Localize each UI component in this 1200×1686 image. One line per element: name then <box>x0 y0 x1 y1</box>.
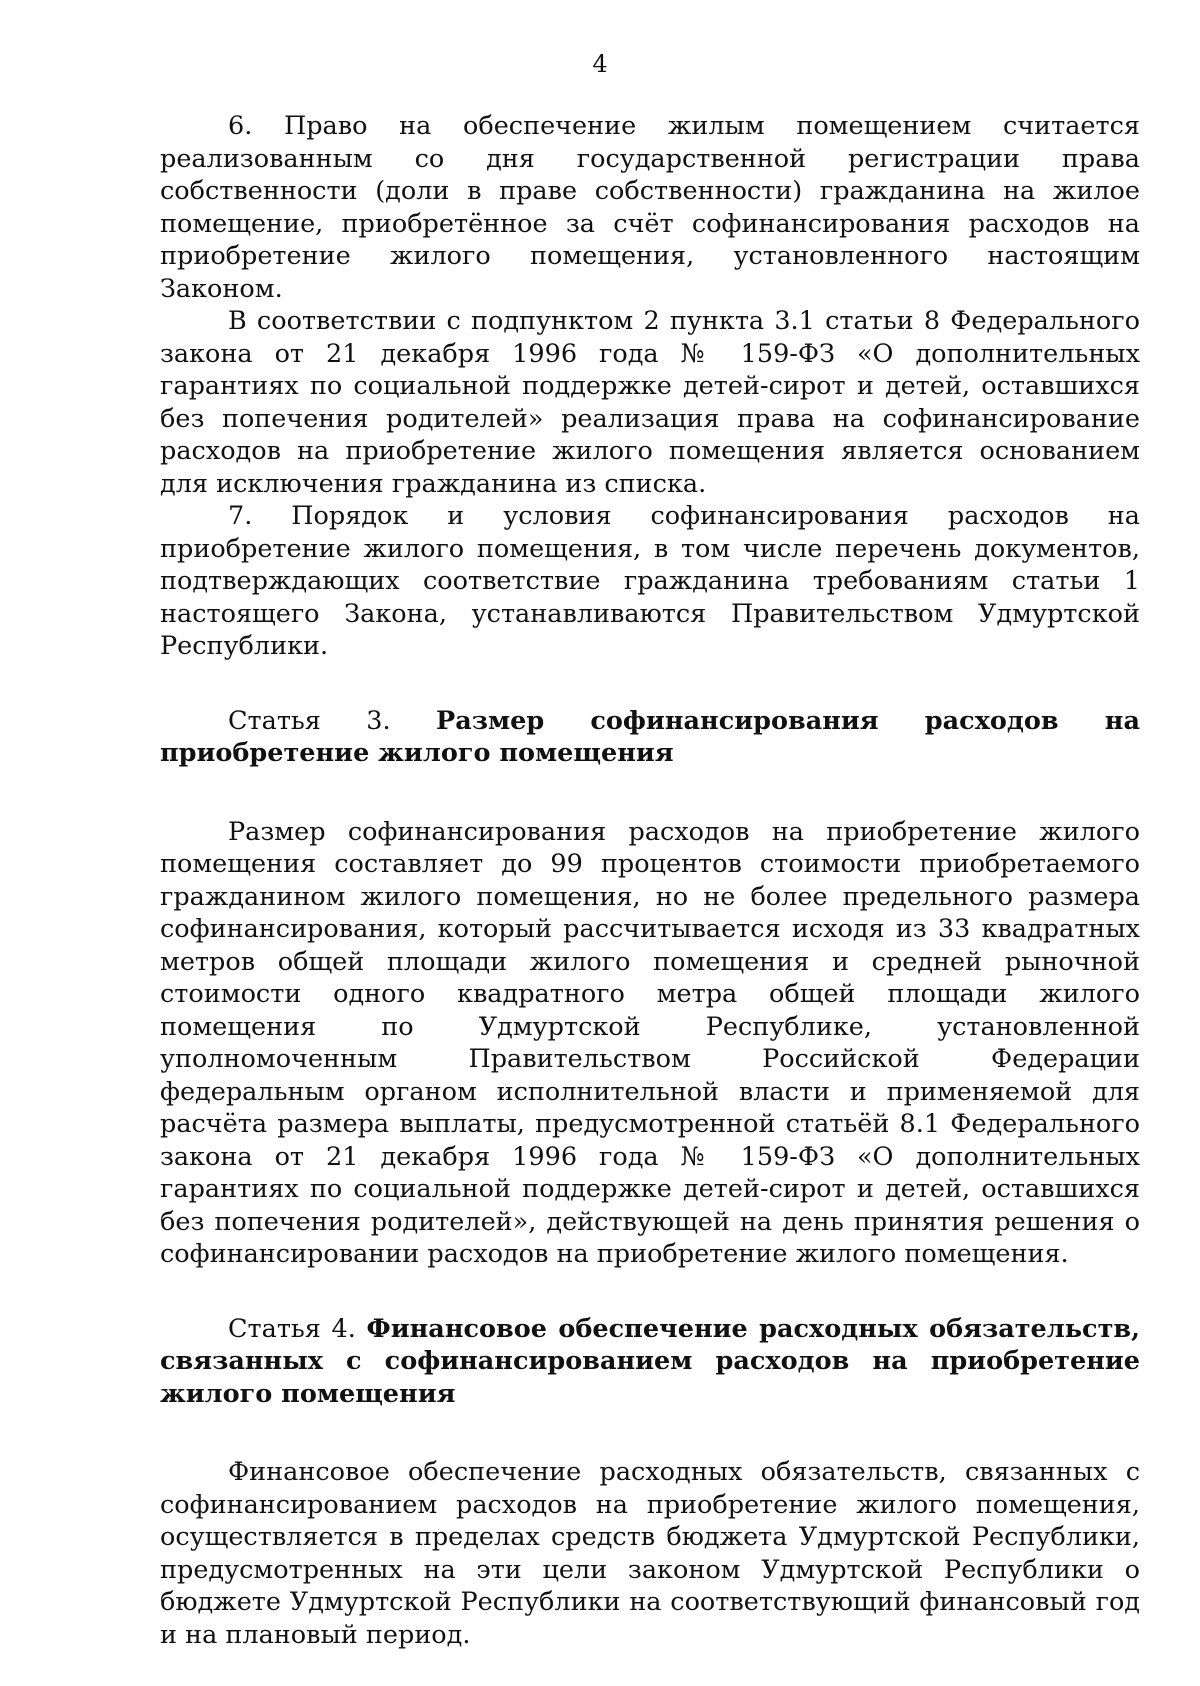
article-3-number: Статья 3. <box>228 705 437 736</box>
paragraph-federal-law-reference: В соответствии с подпунктом 2 пункта 3.1 статьи 8 Федерального закона от 21 декабря 1996 года № 159-ФЗ «О дополнительных гарантиях по социальной поддержке детей-сирот и детей, оставшихся без попечения родителей» реализация права на софинансирование расходов на приобретение жилого помещения является основанием для исключения гражданина из списка. <box>160 306 1140 499</box>
article-4-text: Финансовое обеспечение расходных обязательств, связанных с софинансированием расходов на приобретение жилого помещения, осуществляется в пределах средств бюджета Удмуртской Республики, предусмотренных на эти цели законом Удмуртской Республики о бюджете Удмуртской Республики на соответствующий финансовый год и на плановый период. <box>160 1457 1140 1650</box>
article-4-title: Финансовое обеспечение расходных обязательств, связанных с софинансированием расходов на приобретение жилого помещения <box>160 1313 1140 1409</box>
article-3-heading <box>160 705 1140 770</box>
article-3-title: Размер софинансирования расходов на приобретение жилого помещения <box>160 705 1140 768</box>
page-number: 4 <box>592 50 608 78</box>
document-body <box>160 110 1140 1651</box>
article-4-heading <box>160 1313 1140 1411</box>
paragraph-7: 7. Порядок и условия софинансирования расходов на приобретение жилого помещения, в том числе перечень документов, подтверждающих соответствие гражданина требованиям статьи 1 настоящего Закона, устанавливаются Правительством Удмуртской Республики. <box>160 501 1140 661</box>
paragraph-6: 6. Право на обеспечение жилым помещением считается реализованным со дня государственной регистрации права собственности (доли в праве собственности) гражданина на жилое помещение, приобретённое за счёт софинансирования расходов на приобретение жилого помещения, установленного настоящим Законом. <box>160 111 1140 304</box>
article-3-text: Размер софинансирования расходов на приобретение жилого помещения составляет до 99 процентов стоимости приобретаемого гражданином жилого помещения, но не более предельного размера софинансирования, который рассчитывается исходя из 33 квадратных метров общей площади жилого помещения и средней рыночной стоимости одного квадратного метра общей площади жилого помещения по Удмуртской Республике, установленной уполномоченным Правительством Российской Федерации федеральным органом исполнительной власти и применяемой для расчёта размера выплаты, предусмотренной статьёй 8.1 Федерального закона от 21 декабря 1996 года № 159-ФЗ «О дополнительных гарантиях по социальной поддержке детей-сирот и детей, оставшихся без попечения родителей», действующей на день принятия решения о софинансировании расходов на приобретение жилого помещения. <box>160 816 1140 1269</box>
article-4-number: Статья 4. <box>228 1313 367 1344</box>
